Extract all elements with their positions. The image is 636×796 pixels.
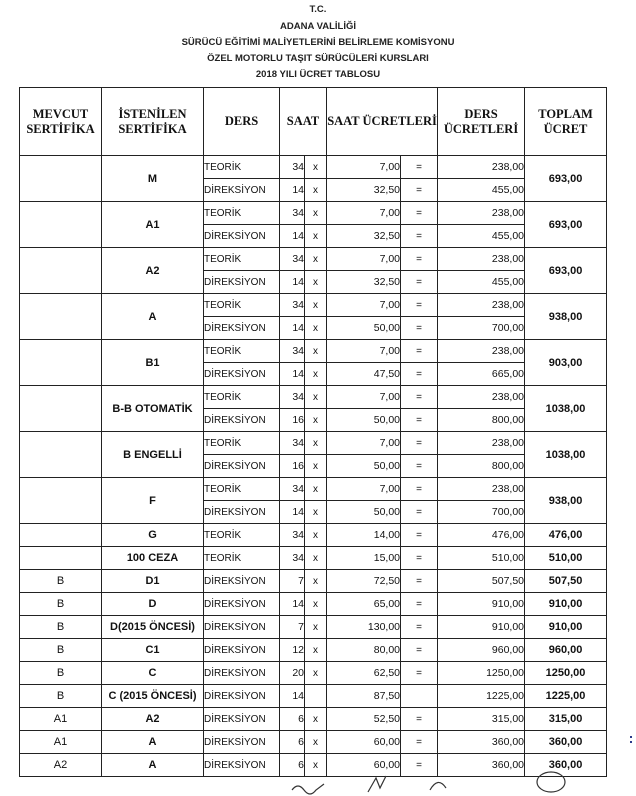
ders-ucret-cell: 360,00 bbox=[438, 754, 525, 777]
istenilen-cell: D1 bbox=[102, 570, 204, 593]
ders-ucret-cell: 455,00 bbox=[438, 225, 525, 248]
ders-cell: DİREKSİYON bbox=[204, 708, 280, 731]
saat-cell: 34 bbox=[280, 432, 305, 455]
signature-mark bbox=[537, 772, 565, 792]
mevcut-cell bbox=[20, 386, 102, 432]
istenilen-cell: B-B OTOMATİK bbox=[102, 386, 204, 432]
equals-cell: = bbox=[401, 708, 438, 731]
equals-cell: = bbox=[401, 156, 438, 179]
multiply-cell bbox=[305, 685, 327, 708]
istenilen-cell: A1 bbox=[102, 202, 204, 248]
multiply-cell: x bbox=[305, 386, 327, 409]
saat-ucret-cell: 7,00 bbox=[327, 340, 401, 363]
saat-cell: 12 bbox=[280, 639, 305, 662]
ders-ucret-cell: 700,00 bbox=[438, 501, 525, 524]
table-row bbox=[20, 547, 607, 570]
saat-cell: 14 bbox=[280, 685, 305, 708]
table-row bbox=[20, 524, 607, 547]
ders-ucret-cell: 800,00 bbox=[438, 409, 525, 432]
saat-ucret-cell: 7,00 bbox=[327, 202, 401, 225]
col-header-ders: DERS bbox=[204, 88, 280, 156]
saat-ucret-cell: 52,50 bbox=[327, 708, 401, 731]
saat-ucret-cell: 50,00 bbox=[327, 317, 401, 340]
mevcut-cell: B bbox=[20, 593, 102, 616]
istenilen-cell: C bbox=[102, 662, 204, 685]
table-row bbox=[20, 478, 607, 501]
ders-cell: DİREKSİYON bbox=[204, 455, 280, 478]
signature-mark bbox=[368, 776, 386, 792]
saat-ucret-cell: 7,00 bbox=[327, 432, 401, 455]
table-row bbox=[20, 708, 607, 731]
istenilen-cell: A2 bbox=[102, 248, 204, 294]
saat-ucret-cell: 60,00 bbox=[327, 754, 401, 777]
ders-ucret-cell: 238,00 bbox=[438, 294, 525, 317]
toplam-cell: 510,00 bbox=[525, 547, 607, 570]
ders-cell: DİREKSİYON bbox=[204, 639, 280, 662]
table-row bbox=[20, 639, 607, 662]
toplam-cell: 910,00 bbox=[525, 616, 607, 639]
mevcut-cell: B bbox=[20, 662, 102, 685]
ders-ucret-cell: 507,50 bbox=[438, 570, 525, 593]
multiply-cell: x bbox=[305, 294, 327, 317]
saat-cell: 34 bbox=[280, 386, 305, 409]
ders-ucret-cell: 665,00 bbox=[438, 363, 525, 386]
mevcut-cell bbox=[20, 432, 102, 478]
ders-ucret-cell: 238,00 bbox=[438, 478, 525, 501]
saat-ucret-cell: 50,00 bbox=[327, 501, 401, 524]
ders-cell: TEORİK bbox=[204, 156, 280, 179]
saat-ucret-cell: 87,50 bbox=[327, 685, 401, 708]
mevcut-cell bbox=[20, 524, 102, 547]
signature-mark bbox=[292, 784, 324, 794]
saat-cell: 7 bbox=[280, 616, 305, 639]
mevcut-cell bbox=[20, 478, 102, 524]
signatures bbox=[0, 768, 636, 796]
ders-cell: DİREKSİYON bbox=[204, 616, 280, 639]
col-header-mevcut: MEVCUT SERTİFİKA bbox=[20, 88, 102, 156]
saat-cell: 34 bbox=[280, 340, 305, 363]
ders-ucret-cell: 910,00 bbox=[438, 593, 525, 616]
header-courses: ÖZEL MOTORLU TAŞIT SÜRÜCÜLERİ KURSLARI bbox=[207, 53, 429, 64]
table-row bbox=[20, 616, 607, 639]
ders-cell: TEORİK bbox=[204, 294, 280, 317]
ders-cell: DİREKSİYON bbox=[204, 179, 280, 202]
ders-ucret-cell: 1225,00 bbox=[438, 685, 525, 708]
equals-cell: = bbox=[401, 363, 438, 386]
multiply-cell: x bbox=[305, 731, 327, 754]
toplam-cell: 1038,00 bbox=[525, 432, 607, 478]
header-commission: SÜRÜCÜ EĞİTİMİ MALİYETLERİNİ BELİRLEME KOMİSYONU bbox=[181, 37, 455, 48]
table-row bbox=[20, 340, 607, 363]
mevcut-cell: A1 bbox=[20, 731, 102, 754]
ders-cell: DİREKSİYON bbox=[204, 225, 280, 248]
mevcut-cell: B bbox=[20, 616, 102, 639]
istenilen-cell: F bbox=[102, 478, 204, 524]
saat-ucret-cell: 60,00 bbox=[327, 731, 401, 754]
saat-ucret-cell: 80,00 bbox=[327, 639, 401, 662]
saat-cell: 14 bbox=[280, 271, 305, 294]
table-row bbox=[20, 662, 607, 685]
istenilen-cell: C (2015 ÖNCESİ) bbox=[102, 685, 204, 708]
mevcut-cell bbox=[20, 248, 102, 294]
col-header-saat: SAAT bbox=[280, 88, 327, 156]
ders-ucret-cell: 238,00 bbox=[438, 156, 525, 179]
equals-cell: = bbox=[401, 248, 438, 271]
toplam-cell: 693,00 bbox=[525, 156, 607, 202]
equals-cell: = bbox=[401, 179, 438, 202]
saat-cell: 14 bbox=[280, 179, 305, 202]
ders-ucret-cell: 238,00 bbox=[438, 432, 525, 455]
istenilen-cell: B ENGELLİ bbox=[102, 432, 204, 478]
multiply-cell: x bbox=[305, 754, 327, 777]
saat-ucret-cell: 14,00 bbox=[327, 524, 401, 547]
istenilen-cell: C1 bbox=[102, 639, 204, 662]
equals-cell: = bbox=[401, 432, 438, 455]
equals-cell: = bbox=[401, 639, 438, 662]
table-row bbox=[20, 386, 607, 409]
equals-cell: = bbox=[401, 225, 438, 248]
col-header-istenilen: İSTENİLEN SERTİFİKA bbox=[102, 88, 204, 156]
table-row bbox=[20, 156, 607, 179]
istenilen-cell: A bbox=[102, 754, 204, 777]
saat-cell: 16 bbox=[280, 455, 305, 478]
saat-cell: 34 bbox=[280, 202, 305, 225]
equals-cell: = bbox=[401, 271, 438, 294]
edge-mark bbox=[630, 736, 633, 744]
ders-ucret-cell: 315,00 bbox=[438, 708, 525, 731]
ders-cell: DİREKSİYON bbox=[204, 570, 280, 593]
saat-ucret-cell: 72,50 bbox=[327, 570, 401, 593]
toplam-cell: 938,00 bbox=[525, 294, 607, 340]
mevcut-cell bbox=[20, 547, 102, 570]
ders-ucret-cell: 1250,00 bbox=[438, 662, 525, 685]
equals-cell: = bbox=[401, 731, 438, 754]
equals-cell: = bbox=[401, 340, 438, 363]
multiply-cell: x bbox=[305, 570, 327, 593]
ders-cell: TEORİK bbox=[204, 478, 280, 501]
multiply-cell: x bbox=[305, 317, 327, 340]
equals-cell: = bbox=[401, 317, 438, 340]
equals-cell: = bbox=[401, 547, 438, 570]
saat-cell: 34 bbox=[280, 547, 305, 570]
saat-ucret-cell: 32,50 bbox=[327, 225, 401, 248]
ders-ucret-cell: 238,00 bbox=[438, 202, 525, 225]
equals-cell bbox=[401, 685, 438, 708]
ders-cell: DİREKSİYON bbox=[204, 662, 280, 685]
fee-table-body bbox=[20, 156, 607, 777]
saat-ucret-cell: 32,50 bbox=[327, 271, 401, 294]
header-tc: T.C. bbox=[309, 4, 327, 15]
ders-cell: TEORİK bbox=[204, 340, 280, 363]
ders-ucret-cell: 238,00 bbox=[438, 340, 525, 363]
equals-cell: = bbox=[401, 478, 438, 501]
equals-cell: = bbox=[401, 386, 438, 409]
saat-cell: 20 bbox=[280, 662, 305, 685]
ders-cell: TEORİK bbox=[204, 432, 280, 455]
page-title: 2018 YILI ÜCRET TABLOSU bbox=[255, 69, 381, 80]
istenilen-cell: D(2015 ÖNCESİ) bbox=[102, 616, 204, 639]
equals-cell: = bbox=[401, 662, 438, 685]
table-row bbox=[20, 593, 607, 616]
ders-cell: TEORİK bbox=[204, 248, 280, 271]
multiply-cell: x bbox=[305, 432, 327, 455]
saat-cell: 6 bbox=[280, 731, 305, 754]
signature-mark bbox=[430, 782, 446, 790]
multiply-cell: x bbox=[305, 202, 327, 225]
toplam-cell: 960,00 bbox=[525, 639, 607, 662]
saat-ucret-cell: 47,50 bbox=[327, 363, 401, 386]
toplam-cell: 903,00 bbox=[525, 340, 607, 386]
ders-cell: TEORİK bbox=[204, 524, 280, 547]
saat-cell: 14 bbox=[280, 363, 305, 386]
saat-cell: 34 bbox=[280, 294, 305, 317]
ders-cell: TEORİK bbox=[204, 202, 280, 225]
saat-ucret-cell: 50,00 bbox=[327, 409, 401, 432]
mevcut-cell: B bbox=[20, 639, 102, 662]
equals-cell: = bbox=[401, 754, 438, 777]
saat-ucret-cell: 7,00 bbox=[327, 248, 401, 271]
header-row bbox=[20, 88, 607, 156]
table-row bbox=[20, 294, 607, 317]
saat-cell: 14 bbox=[280, 593, 305, 616]
toplam-cell: 1250,00 bbox=[525, 662, 607, 685]
multiply-cell: x bbox=[305, 708, 327, 731]
multiply-cell: x bbox=[305, 501, 327, 524]
ders-cell: DİREKSİYON bbox=[204, 685, 280, 708]
istenilen-cell: B1 bbox=[102, 340, 204, 386]
saat-ucret-cell: 7,00 bbox=[327, 478, 401, 501]
equals-cell: = bbox=[401, 202, 438, 225]
saat-cell: 6 bbox=[280, 708, 305, 731]
ders-ucret-cell: 800,00 bbox=[438, 455, 525, 478]
toplam-cell: 1225,00 bbox=[525, 685, 607, 708]
mevcut-cell bbox=[20, 294, 102, 340]
mevcut-cell bbox=[20, 340, 102, 386]
ders-ucret-cell: 476,00 bbox=[438, 524, 525, 547]
col-header-saat-ucretleri: SAAT ÜCRETLERİ bbox=[327, 88, 438, 156]
ders-cell: TEORİK bbox=[204, 547, 280, 570]
istenilen-cell: G bbox=[102, 524, 204, 547]
ders-ucret-cell: 910,00 bbox=[438, 616, 525, 639]
ders-cell: DİREKSİYON bbox=[204, 409, 280, 432]
table-row bbox=[20, 570, 607, 593]
saat-ucret-cell: 7,00 bbox=[327, 386, 401, 409]
istenilen-cell: A bbox=[102, 294, 204, 340]
saat-ucret-cell: 50,00 bbox=[327, 455, 401, 478]
multiply-cell: x bbox=[305, 547, 327, 570]
table-row bbox=[20, 731, 607, 754]
multiply-cell: x bbox=[305, 455, 327, 478]
ders-ucret-cell: 238,00 bbox=[438, 248, 525, 271]
multiply-cell: x bbox=[305, 524, 327, 547]
ders-ucret-cell: 700,00 bbox=[438, 317, 525, 340]
equals-cell: = bbox=[401, 455, 438, 478]
ders-ucret-cell: 238,00 bbox=[438, 386, 525, 409]
col-header-toplam-ucret: TOPLAM ÜCRET bbox=[525, 88, 607, 156]
istenilen-cell: A bbox=[102, 731, 204, 754]
toplam-cell: 938,00 bbox=[525, 478, 607, 524]
saat-cell: 14 bbox=[280, 225, 305, 248]
table-row bbox=[20, 685, 607, 708]
equals-cell: = bbox=[401, 616, 438, 639]
saat-ucret-cell: 15,00 bbox=[327, 547, 401, 570]
mevcut-cell bbox=[20, 156, 102, 202]
equals-cell: = bbox=[401, 593, 438, 616]
multiply-cell: x bbox=[305, 225, 327, 248]
istenilen-cell: M bbox=[102, 156, 204, 202]
istenilen-cell: A2 bbox=[102, 708, 204, 731]
saat-cell: 34 bbox=[280, 248, 305, 271]
istenilen-cell: D bbox=[102, 593, 204, 616]
header-governorship: ADANA VALİLİĞİ bbox=[280, 21, 356, 32]
multiply-cell: x bbox=[305, 639, 327, 662]
saat-ucret-cell: 130,00 bbox=[327, 616, 401, 639]
toplam-cell: 315,00 bbox=[525, 708, 607, 731]
saat-cell: 34 bbox=[280, 478, 305, 501]
saat-ucret-cell: 7,00 bbox=[327, 156, 401, 179]
multiply-cell: x bbox=[305, 340, 327, 363]
saat-cell: 34 bbox=[280, 524, 305, 547]
table-row bbox=[20, 248, 607, 271]
equals-cell: = bbox=[401, 294, 438, 317]
multiply-cell: x bbox=[305, 478, 327, 501]
toplam-cell: 360,00 bbox=[525, 731, 607, 754]
toplam-cell: 507,50 bbox=[525, 570, 607, 593]
mevcut-cell bbox=[20, 202, 102, 248]
saat-ucret-cell: 65,00 bbox=[327, 593, 401, 616]
mevcut-cell: A1 bbox=[20, 708, 102, 731]
ders-cell: DİREKSİYON bbox=[204, 317, 280, 340]
ders-cell: TEORİK bbox=[204, 386, 280, 409]
multiply-cell: x bbox=[305, 156, 327, 179]
ders-ucret-cell: 960,00 bbox=[438, 639, 525, 662]
toplam-cell: 693,00 bbox=[525, 202, 607, 248]
saat-cell: 6 bbox=[280, 754, 305, 777]
multiply-cell: x bbox=[305, 248, 327, 271]
ders-ucret-cell: 455,00 bbox=[438, 179, 525, 202]
multiply-cell: x bbox=[305, 179, 327, 202]
mevcut-cell: B bbox=[20, 685, 102, 708]
multiply-cell: x bbox=[305, 616, 327, 639]
col-header-ders-ucretleri: DERS ÜCRETLERİ bbox=[438, 88, 525, 156]
ders-cell: DİREKSİYON bbox=[204, 271, 280, 294]
equals-cell: = bbox=[401, 501, 438, 524]
multiply-cell: x bbox=[305, 662, 327, 685]
ders-cell: DİREKSİYON bbox=[204, 754, 280, 777]
saat-ucret-cell: 32,50 bbox=[327, 179, 401, 202]
toplam-cell: 476,00 bbox=[525, 524, 607, 547]
saat-cell: 14 bbox=[280, 501, 305, 524]
toplam-cell: 1038,00 bbox=[525, 386, 607, 432]
saat-cell: 34 bbox=[280, 156, 305, 179]
ders-cell: DİREKSİYON bbox=[204, 501, 280, 524]
ders-cell: DİREKSİYON bbox=[204, 731, 280, 754]
equals-cell: = bbox=[401, 524, 438, 547]
toplam-cell: 360,00 bbox=[525, 754, 607, 777]
fee-table bbox=[19, 87, 607, 777]
ders-ucret-cell: 510,00 bbox=[438, 547, 525, 570]
mevcut-cell: A2 bbox=[20, 754, 102, 777]
equals-cell: = bbox=[401, 570, 438, 593]
multiply-cell: x bbox=[305, 271, 327, 294]
saat-ucret-cell: 62,50 bbox=[327, 662, 401, 685]
multiply-cell: x bbox=[305, 593, 327, 616]
ders-ucret-cell: 360,00 bbox=[438, 731, 525, 754]
ders-ucret-cell: 455,00 bbox=[438, 271, 525, 294]
multiply-cell: x bbox=[305, 409, 327, 432]
toplam-cell: 693,00 bbox=[525, 248, 607, 294]
saat-ucret-cell: 7,00 bbox=[327, 294, 401, 317]
toplam-cell: 910,00 bbox=[525, 593, 607, 616]
saat-cell: 7 bbox=[280, 570, 305, 593]
saat-cell: 14 bbox=[280, 317, 305, 340]
table-row bbox=[20, 432, 607, 455]
equals-cell: = bbox=[401, 409, 438, 432]
mevcut-cell: B bbox=[20, 570, 102, 593]
ders-cell: DİREKSİYON bbox=[204, 363, 280, 386]
multiply-cell: x bbox=[305, 363, 327, 386]
saat-cell: 16 bbox=[280, 409, 305, 432]
table-row bbox=[20, 202, 607, 225]
ders-cell: DİREKSİYON bbox=[204, 593, 280, 616]
istenilen-cell: 100 CEZA bbox=[102, 547, 204, 570]
